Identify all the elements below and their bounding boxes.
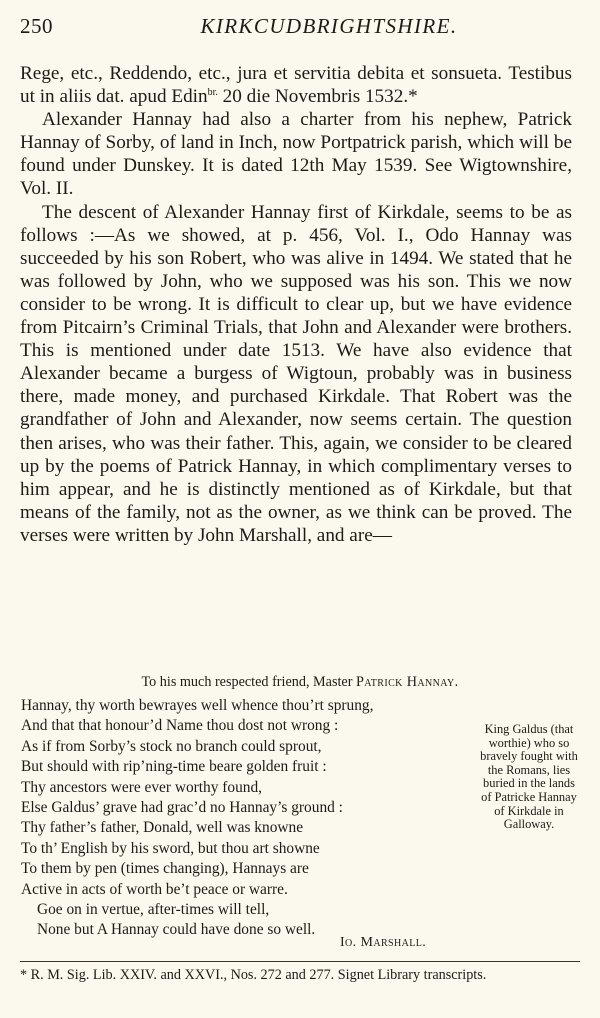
poem-signature: Io. Marshall. — [340, 935, 427, 950]
paragraph-charter-citation — [20, 62, 572, 108]
poem-line: Hannay, thy worth bewrayes well whence thou’rt sprung, — [21, 697, 374, 714]
page-number: 250 — [20, 14, 53, 38]
poem-line: To them by pen (times changing), Hannays are — [21, 860, 309, 878]
poem-verses — [21, 696, 441, 941]
footnote-divider — [20, 961, 580, 962]
poem-heading-name: Patrick Hannay. — [355, 674, 459, 690]
poem-line: Else Galdus’ grave had grac’d no Hannay’s ground : — [21, 798, 343, 816]
paragraph-nephew-charter: Alexander Hannay had also a charter from his nephew, Patrick Hannay of Sorby, of land in Inch, now Portpatrick parish, which will be found under Dunskey. It is dated 12th May 1539. See Wigtownshire, Vol. II. — [20, 109, 572, 200]
paragraph-descent: The descent of Alexander Hannay first of Kirkdale, seems to be as follows :—As we showed, at p. 456, Vol. I., Odo Hannay was succeeded by his son Robert, who was alive in 1494. We stated that he was followed by John, who we supposed was his son. This we now consider to be wrong. It is difficult to clear up, but we have evidence from Pitcairn’s Criminal Trials, that John and Alexander were brothers. This is mentioned under date 1513. We have also evidence that Alexander became a burgess of Wigtoun, probably was in business there, made money, and purchased Kirkdale. That Robert was the grandfather of John and Alexander, now seems certain. The question then arises, who was their father. This, again, we consider to be cleared up by the poems of Patrick Hannay, in which complimentary verses to him appear, and he is distinctly mentioned as of Kirkdale, but that means of the family, not as the owner, as we think can be proved. The verses were written by John Marshall, and are— — [20, 201, 572, 546]
poem-line: But should with rip’ning-time beare golden fruit : — [21, 758, 327, 776]
body-text — [20, 62, 572, 547]
charter-citation-date: 20 die Novembris 1532.* — [217, 86, 418, 108]
poem-closing-line: Goe on in vertue, after-times will tell, — [37, 900, 270, 918]
poem-line: Thy ancestors were ever worthy found, — [21, 778, 263, 796]
footnote: * R. M. Sig. Lib. XXIV. and XXVI., Nos. 272 and 277. Signet Library transcripts. — [20, 967, 487, 983]
poem-line: Thy father’s father, Donald, well was knowne — [21, 819, 304, 837]
running-title: KIRKCUDBRIGHTSHIRE. — [200, 14, 458, 38]
poem-line: Active in acts of worth be’t peace or warre. — [21, 880, 288, 898]
poem-heading-text: To his much respected friend, Master — [141, 674, 356, 690]
poem-heading — [20, 674, 580, 691]
page-header — [20, 14, 578, 44]
poem-line: And that that honour’d Name thou dost not wrong : — [21, 717, 339, 735]
poem-line: As if from Sorby’s stock no branch could sprout, — [21, 737, 322, 755]
margin-note: King Galdus (that worthie) who so bravely fought with the Romans, lies buried in the lands of Patricke Hannay of Kirkdale in Galloway. — [480, 722, 578, 832]
charter-citation-text: Rege, etc., Reddendo, etc., jura et servitia debita et sonsueta. Testibus ut in aliis dat. apud Edin — [20, 63, 572, 108]
poem-closing-line: None but A Hannay could have done so well. — [37, 921, 316, 939]
superscript-abbreviation: br. — [207, 87, 218, 99]
poem-line: To th’ English by his sword, but thou art showne — [21, 839, 320, 857]
